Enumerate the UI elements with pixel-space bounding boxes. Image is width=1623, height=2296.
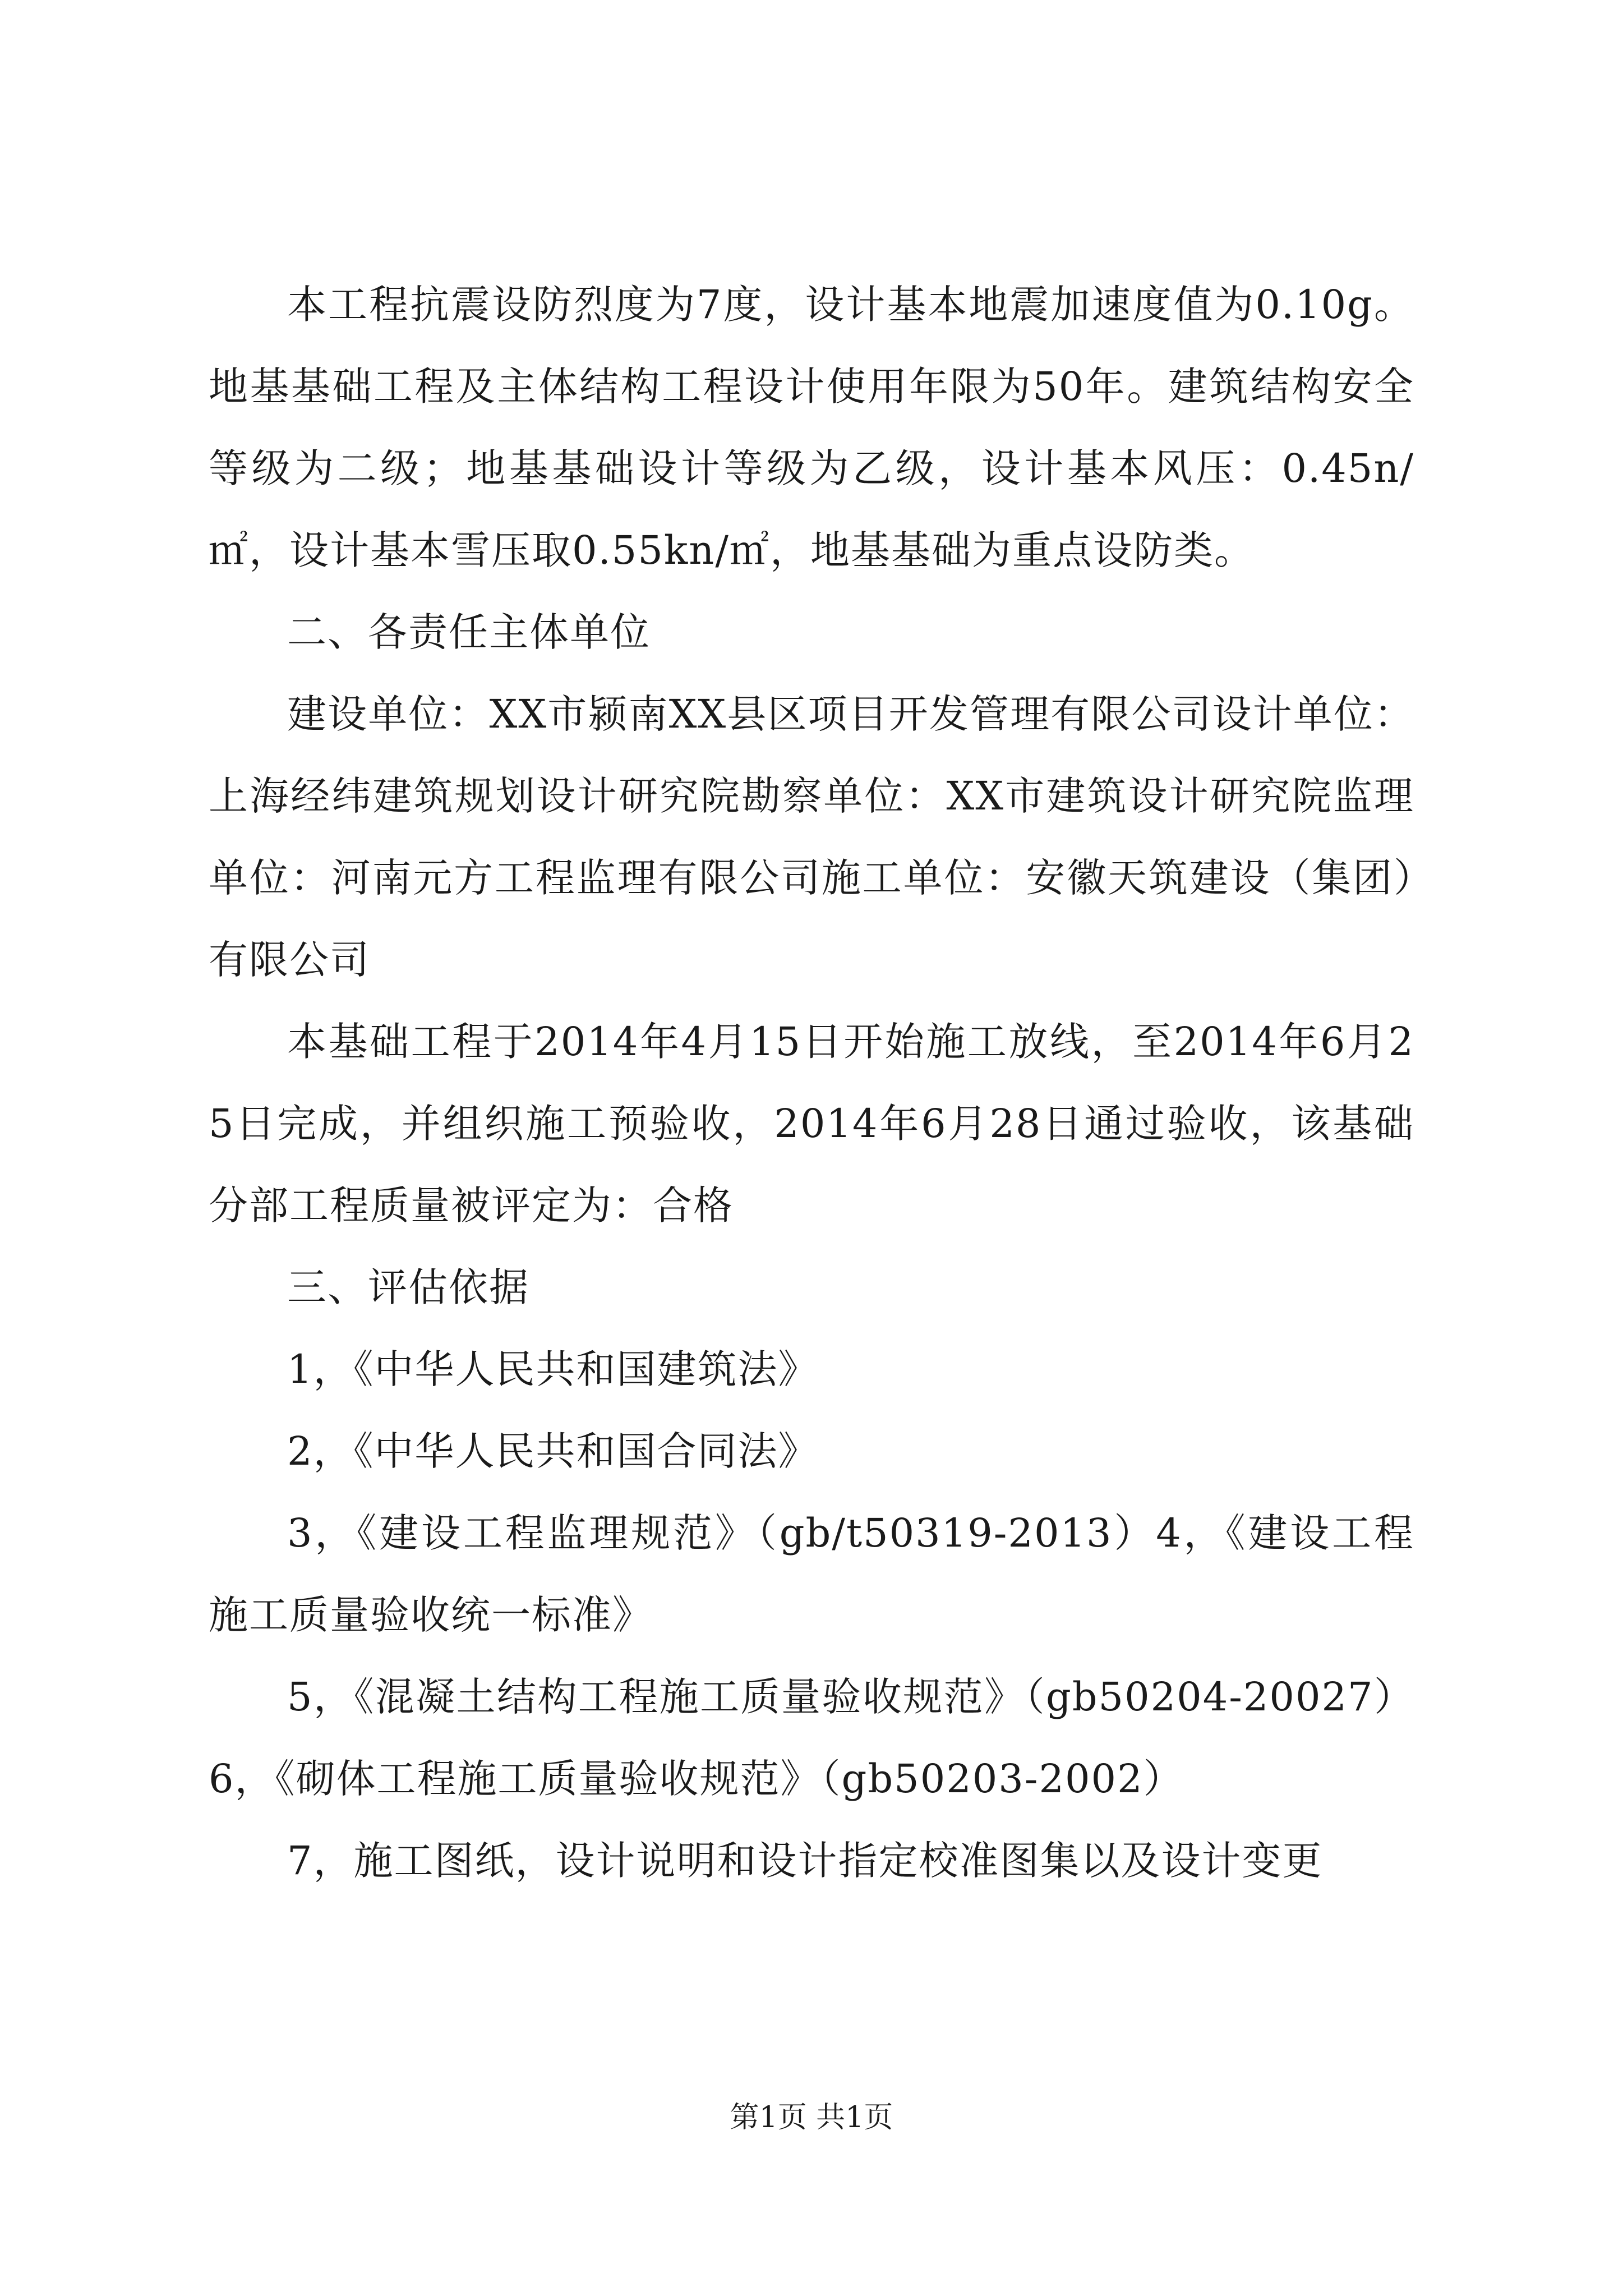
paragraph-seismic-design: 本工程抗震设防烈度为7度，设计基本地震加速度值为0.10g。地基基础工程及主体结构工程设计使用年限为50年。建筑结构安全等级为二级；地基基础设计等级为乙级，设计基本风压：0.45n/㎡，设计基本雪压取0.55kn/㎡，地基基础为重点设防类。	[209, 282, 1414, 573]
list-item-supervision-standards: 3，《建设工程监理规范》（gb/t50319-2013）4，《建设工程施工质量验收统一标准》	[209, 1510, 1414, 1638]
page-footer: 第1页 共1页	[730, 2101, 893, 2134]
heading-evaluation-basis: 三、评估依据	[287, 1264, 529, 1310]
document-body	[209, 264, 1414, 1902]
list-item-contract-law: 2，《中华人民共和国合同法》	[287, 1428, 819, 1474]
heading-responsible-parties: 二、各责任主体单位	[287, 609, 651, 655]
list-item-acceptance-standards: 5，《混凝土结构工程施工质量验收规范》（gb50204-20027）6，《砌体工程施工质量验收规范》（gb50203-2002）	[209, 1674, 1414, 1802]
list-item-construction-drawings: 7，施工图纸，设计说明和设计指定校准图集以及设计变更	[287, 1838, 1323, 1884]
paragraph-responsible-units: 建设单位：XX市颍南XX县区项目开发管理有限公司设计单位：上海经纬建筑规划设计研究院勘察单位：XX市建筑设计研究院监理单位：河南元方工程监理有限公司施工单位：安徽天筑建设（集团）有限公司	[209, 691, 1414, 983]
list-item-building-law: 1，《中华人民共和国建筑法》	[287, 1346, 819, 1392]
paragraph-construction-timeline: 本基础工程于2014年4月15日开始施工放线，至2014年6月25日完成，并组织施工预验收，2014年6月28日通过验收，该基础分部工程质量被评定为：合格	[209, 1019, 1414, 1228]
